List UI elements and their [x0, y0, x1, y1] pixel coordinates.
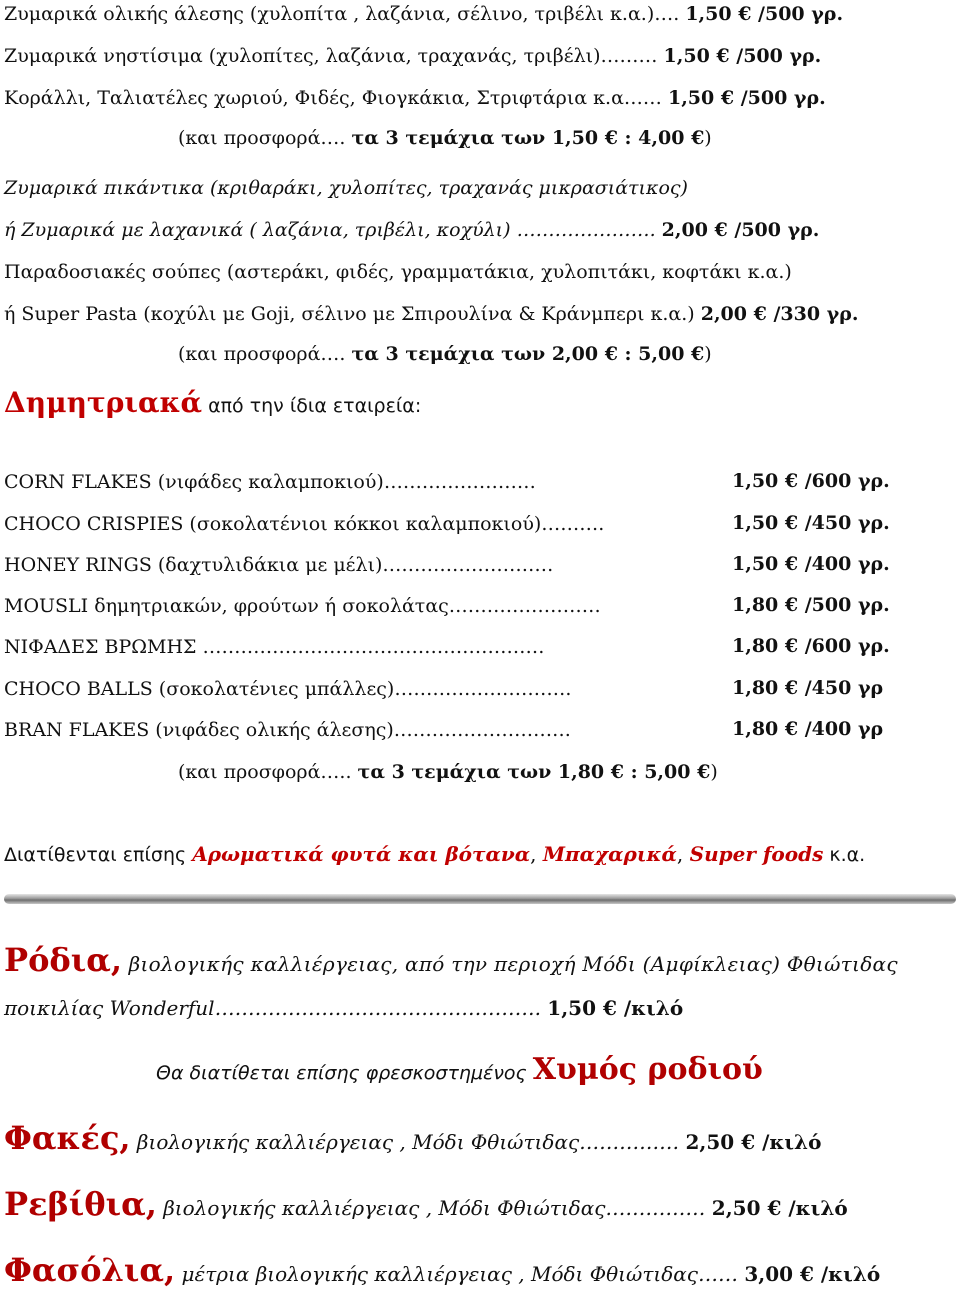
pasta-line-6 [4, 260, 792, 284]
pomegranate-line-2 [4, 996, 683, 1020]
pasta-line-5 [4, 218, 819, 242]
pasta-line-2 [4, 44, 821, 68]
pasta-line-7-text: ή Super Pasta (κοχύλι με Goji, σέλινο με Σπιρουλίνα & Κράνμπερι κ.α.) [4, 303, 701, 325]
cereals-offer-pre: (και προσφορά….. [178, 761, 358, 783]
also-item-superfoods: Super foods [689, 842, 824, 866]
legume-desc: βιολογικής καλλιέργειας , Μόδι Φθιώτιδας…………… [130, 1130, 686, 1154]
cereal-item-6 [4, 677, 571, 701]
cereal-item-2 [4, 512, 604, 536]
legume-lentils [4, 1118, 821, 1163]
cereal-item-price-1: 1,50 € /600 γρ. [732, 470, 890, 492]
pasta-line-5-text: ή Ζυμαρικά με λαχανικά ( λαζάνια, τριβέλι, κοχύλι) …………………. [4, 219, 662, 241]
cereal-item-price-3: 1,50 € /400 γρ. [732, 553, 890, 575]
pasta-line-1 [4, 2, 843, 26]
also-sep-1: , [530, 842, 543, 866]
cereal-item-name: CHOCO BALLS (σοκολατένιες μπάλλες)………………………. [4, 678, 572, 700]
legume-title: Φασόλια, [4, 1251, 176, 1289]
juice-pre: Θα διατίθεται επίσης φρεσκοστημένος [156, 1062, 533, 1084]
cereal-item-7 [4, 718, 571, 742]
pomegranate-desc-2: ποικιλίας Wonderful…………………………………………. [4, 996, 548, 1020]
pasta-line-4-text: Ζυμαρικά πικάντικα (κριθαράκι, χυλοπίτες, τραχανάς μικρασιάτικος) [4, 177, 688, 199]
cereals-heading [4, 386, 421, 423]
cereal-item-name: HONEY RINGS (δαχτυλιδάκια με μέλι)……………………… [4, 554, 554, 576]
pasta-line-5-price: 2,00 € /500 γρ. [661, 219, 820, 241]
also-item-herbs: Αρωματικά φυτά και βότανα [192, 842, 531, 866]
pasta-offer-2-pre: (και προσφορά…. [178, 343, 352, 365]
pasta-offer-1-pre: (και προσφορά…. [178, 127, 346, 149]
pasta-line-6-text: Παραδοσιακές σούπες (αστεράκι, φιδές, γραμματάκια, χυλοπιτάκι, κοφτάκι κ.α.) [4, 261, 792, 283]
juice-title: Χυμός ροδιού [532, 1052, 763, 1087]
pasta-offer-2 [178, 342, 712, 366]
pasta-line-2-price: 1,50 € /500 γρ. [663, 45, 822, 67]
legume-chickpeas [4, 1184, 848, 1229]
juice-line [156, 1050, 763, 1093]
pasta-offer-2-post: ) [704, 343, 712, 365]
cereal-item-name: MOUSLI δημητριακών, φρούτων ή σοκολάτας…………………… [4, 595, 601, 617]
legume-price: 2,50 € /κιλό [685, 1130, 822, 1154]
also-available-pre: Διατίθενται επίσης [4, 844, 193, 866]
cereals-heading-title: Δημητριακά [4, 386, 203, 419]
cereal-item-name: CORN FLAKES (νιφάδες καλαμποκιού)…………………… [4, 471, 536, 493]
pasta-offer-1 [178, 126, 712, 150]
cereal-item-name: CHOCO CRISPIES (σοκολατένιοι κόκκοι καλαμποκιού)………. [4, 513, 605, 535]
cereal-item-5 [4, 635, 545, 659]
pomegranate-desc: βιολογικής καλλιέργειας, από την περιοχή Μόδι (Αμφίκλειας) Φθιώτιδας [122, 952, 898, 976]
cereal-item-price-4: 1,80 € /500 γρ. [732, 594, 890, 616]
cereals-offer [178, 760, 718, 784]
pasta-line-3-price: 1,50 € /500 γρ. [667, 87, 826, 109]
pasta-line-1-price: 1,50 € /500 γρ. [685, 3, 844, 25]
legume-beans [4, 1250, 880, 1295]
cereal-item-1 [4, 470, 536, 494]
pomegranate-title: Ρόδια, [4, 941, 122, 979]
cereals-heading-rest: από την ίδια εταιρεία: [202, 395, 422, 417]
cereal-item-name: ΝΙΦΑΔΕΣ ΒΡΩΜΗΣ ……………………………………………… [4, 636, 545, 658]
cereal-item-price-7: 1,80 € /400 γρ [732, 718, 884, 740]
cereals-offer-post: ) [710, 761, 718, 783]
pasta-offer-1-bold: τα 3 τεμάχια των 1,50 € : 4,00 € [351, 127, 705, 149]
pasta-line-4 [4, 176, 688, 200]
legume-title: Φακές, [4, 1119, 131, 1157]
pasta-offer-2-bold: τα 3 τεμάχια των 2,00 € : 5,00 € [351, 343, 705, 365]
also-available-post: κ.α. [823, 844, 866, 866]
pasta-offer-1-post: ) [704, 127, 712, 149]
legume-desc: μέτρια βιολογικής καλλιέργειας , Μόδι Φθιώτιδας…… [175, 1262, 745, 1286]
pasta-line-2-text: Ζυμαρικά νηστίσιμα (χυλοπίτες, λαζάνια, τραχανάς, τριβέλι)……… [4, 45, 664, 67]
also-item-spices: Μπαχαρικά [542, 842, 677, 866]
section-divider [4, 894, 956, 904]
legume-price: 2,50 € /κιλό [711, 1196, 848, 1220]
cereal-item-price-5: 1,80 € /600 γρ. [732, 635, 890, 657]
cereal-item-3 [4, 553, 553, 577]
pasta-line-7-price: 2,00 € /330 γρ. [700, 303, 859, 325]
legume-title: Ρεβίθια, [4, 1185, 157, 1223]
cereal-item-price-6: 1,80 € /450 γρ [732, 677, 884, 699]
also-sep-2: , [676, 842, 690, 866]
cereals-offer-bold: τα 3 τεμάχια των 1,80 € : 5,00 € [357, 761, 711, 783]
legume-price: 3,00 € /κιλό [744, 1262, 881, 1286]
pasta-line-3 [4, 86, 826, 110]
pasta-line-7 [4, 302, 858, 326]
legume-desc: βιολογικής καλλιέργειας , Μόδι Φθιώτιδας…………… [156, 1196, 712, 1220]
pomegranate-price: 1,50 € /κιλό [547, 996, 684, 1020]
cereal-item-price-2: 1,50 € /450 γρ. [732, 512, 890, 534]
pasta-line-1-text: Ζυμαρικά ολικής άλεσης (χυλοπίτα , λαζάνια, σέλινο, τριβέλι κ.α.)…. [4, 3, 686, 25]
also-available [4, 842, 865, 867]
pasta-line-3-text: Κοράλλι, Ταλιατέλες χωριού, Φιδές, Φιογκάκια, Στριφτάρια κ.α…… [4, 87, 662, 109]
cereal-item-4 [4, 594, 601, 618]
cereal-item-name: BRAN FLAKES (νιφάδες ολικής άλεσης)………………………. [4, 719, 571, 741]
pomegranate-line [4, 940, 898, 985]
